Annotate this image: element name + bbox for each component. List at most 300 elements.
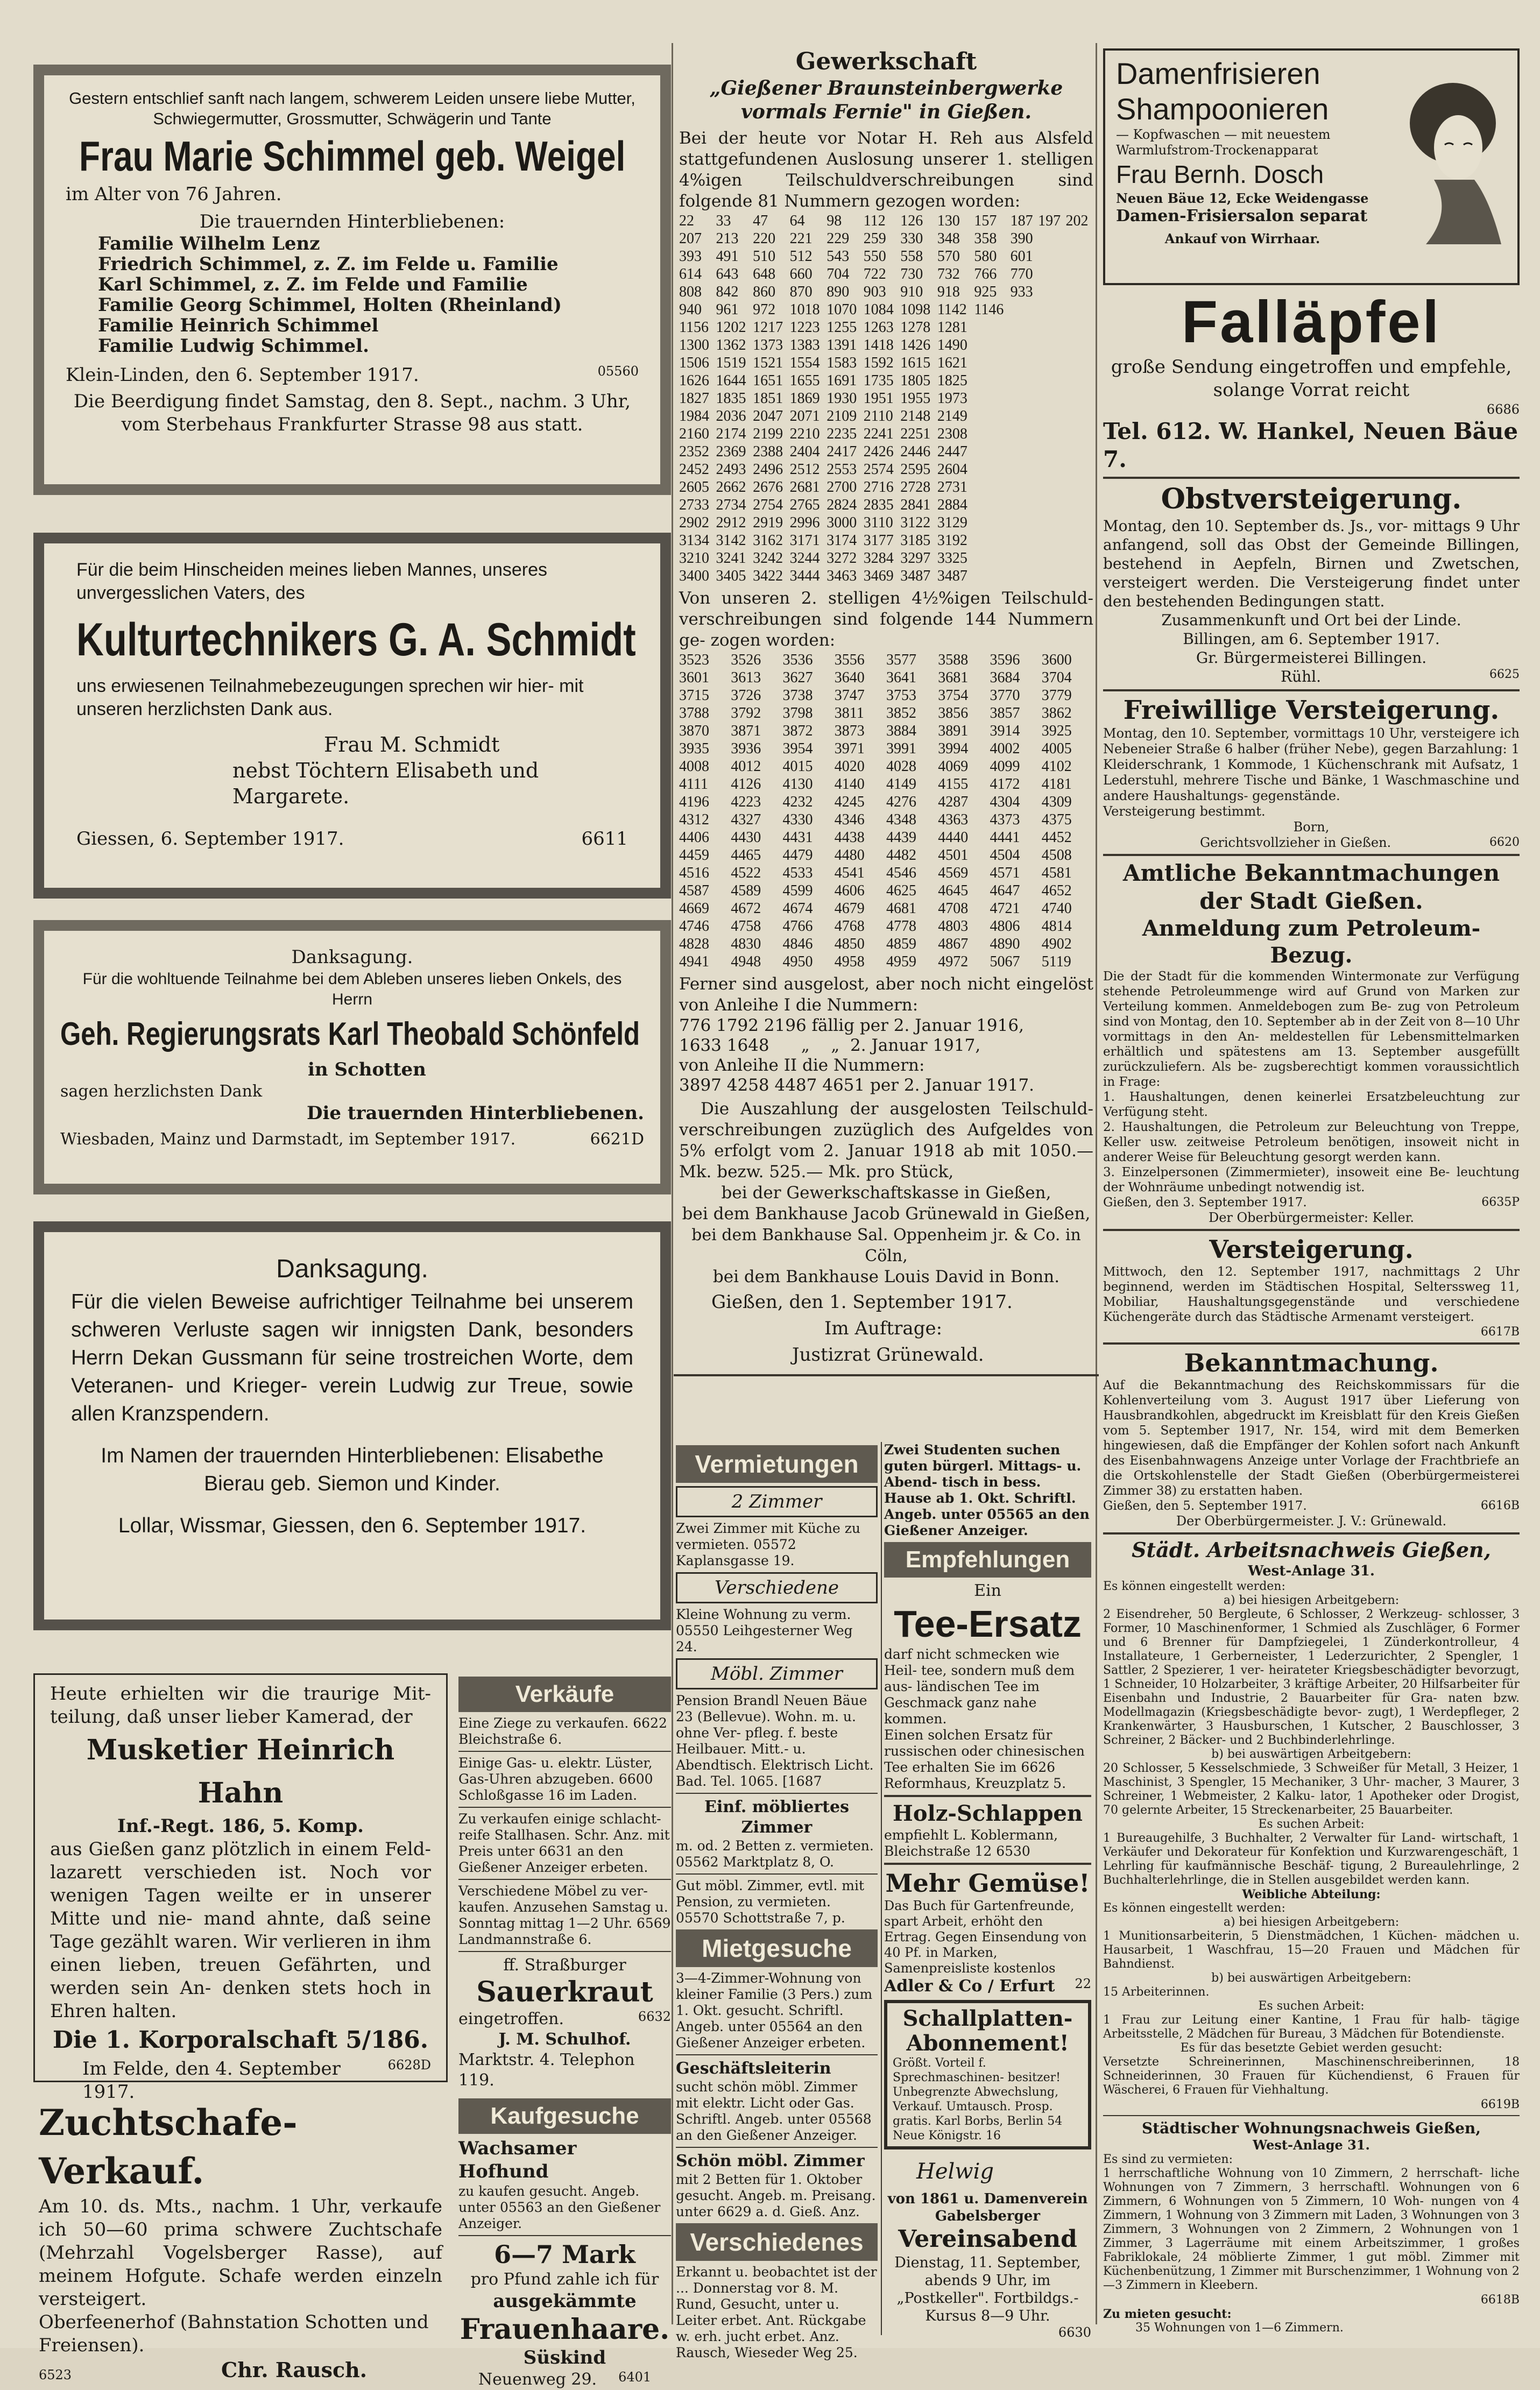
lottery-number: 4406	[679, 829, 709, 846]
lottery-number: 3872	[782, 723, 813, 739]
number-row	[679, 900, 1093, 917]
thanks-intro: Für die wohltuende Teilnahme bei dem Ableben unseres lieben Onkels, des Herrn	[82, 970, 622, 1008]
lottery-number: 1521	[753, 355, 783, 371]
lottery-number: 3601	[679, 669, 709, 686]
thanks-body: Für die vielen Beweise aufrichtiger Teilnahme bei unserem schweren Verluste sagen wir innigsten Dank, besonders Herrn Dekan Gussmann für seine trostreichen Worte, dem Veteranen- und Krieger- verein Ludwig zur Treue, sowie allen Kranzspendern.	[71, 1290, 633, 1425]
number-row	[679, 704, 1093, 722]
lottery-number: 732	[937, 266, 960, 282]
lottery-number: 3272	[826, 550, 857, 567]
lottery-number: 510	[753, 248, 776, 265]
fallaepfel-body: große Sendung eingetroffen und empfehle, solange Vorrat reicht	[1111, 356, 1512, 401]
lottery-number: 4669	[679, 900, 709, 917]
obituary-age: im Alter von 76 Jahren.	[66, 183, 282, 205]
divider	[884, 1863, 1091, 1865]
location: in Schotten	[308, 1059, 426, 1080]
lottery-number: 2835	[863, 497, 894, 513]
lottery-number: 1281	[937, 319, 967, 336]
mourner-family: Karl Schimmel, z. Z. im Felde und Familie	[98, 274, 528, 295]
obituary-name: Frau Marie Schimmel geb. Weigel	[79, 132, 626, 180]
bank-line: bei dem Bankhause Louis David in Bonn.	[712, 1267, 1060, 1286]
obst-title: Obstversteigerung.	[1161, 483, 1462, 515]
frei-body: Montag, den 10. September, vormittags 10 Uhr, versteigere ich Nebeneier Straße 6 halber (früher Nebe), gegen Barzahlung: 1 Kleiderschrank, 1 Kommode, 1 Küchenschrank mit Aufsatz, 1 Lederstuhl, mehrere Tische und Bänke, 1 Waschmaschine und andere Haushaltungs- gegenstände.	[1103, 726, 1520, 803]
lottery-number: 4330	[782, 811, 813, 828]
classified-title: Schön möbl. Zimmer	[676, 2152, 865, 2170]
lottery-number: 2369	[716, 443, 746, 460]
arbeit-sub: a) bei hiesigen Arbeitgebern:	[1223, 1594, 1400, 1607]
section-header: Mietgesuche	[676, 1929, 878, 1967]
lottery-number: 2765	[789, 497, 820, 513]
divider	[458, 1879, 671, 1880]
frei-title: Freiwillige Versteigerung.	[1123, 695, 1500, 725]
obituary-hahn	[33, 1673, 448, 2103]
lottery-number: 2447	[937, 443, 967, 460]
lottery-number: 648	[753, 266, 776, 282]
lottery-number: 1098	[900, 301, 931, 318]
number-row	[679, 407, 1093, 425]
frei-signer: Born,	[1293, 819, 1330, 835]
lottery-number: 1592	[863, 355, 894, 371]
number-row	[679, 829, 1093, 846]
classified-title: Einf. möbliertes Zimmer	[704, 1798, 850, 1837]
arbeit-sub: b) bei auswärtigen Arbeitgebern:	[1211, 1971, 1411, 1985]
lottery-number: 197	[1038, 213, 1061, 229]
lottery-number: 704	[826, 266, 850, 282]
lottery-number: 3556	[834, 652, 865, 668]
lottery-number: 4439	[886, 829, 916, 846]
lottery-number: 4645	[938, 882, 969, 899]
lottery-number: 3779	[1041, 687, 1072, 704]
lottery-number: 3754	[938, 687, 969, 704]
ad-code: 6401	[618, 2370, 652, 2385]
gemuese-body: Das Buch für Gartenfreunde, spart Arbeit, erhöht den Ertrag. Gegen Einsendung von 40 Pf. in Marken, Samenpreisliste kostenlos	[884, 1898, 1087, 1976]
lottery-number: 2595	[900, 461, 931, 478]
lottery-number: 4015	[782, 758, 813, 775]
lottery-number: 4140	[834, 776, 865, 793]
ad-salon: Damen-Frisiersalon separat	[1116, 207, 1368, 225]
lottery-number: 4814	[1041, 918, 1072, 935]
lottery-number: 3210	[679, 550, 709, 567]
lottery-number: 2728	[900, 479, 931, 496]
lottery-number: 47	[753, 213, 768, 229]
lottery-number: 2512	[789, 461, 820, 478]
gemuese-row	[884, 1976, 1091, 1997]
lottery-number: 860	[753, 284, 776, 300]
company-name: „Gießener Braunsteinbergwerke vormals Fernie" in Gießen.	[709, 77, 1063, 123]
lottery-number: 3613	[731, 669, 761, 686]
lottery-number: 4196	[679, 794, 709, 810]
lottery-number: 1142	[937, 301, 967, 318]
lottery-number: 2426	[863, 443, 894, 460]
lottery-number: 4950	[782, 953, 813, 970]
lottery-number: 1391	[826, 337, 857, 353]
number-row	[679, 775, 1093, 793]
lottery-number: 3770	[990, 687, 1020, 704]
lottery-number: 1084	[863, 301, 894, 318]
lottery-number: 4758	[731, 918, 761, 935]
classified-item: Zwei Zimmer mit Küche zu vermieten. 05572 Kaplansgasse 19.	[676, 1521, 861, 1568]
sub-header: Verschiedene	[676, 1572, 878, 1603]
tee-body-2: Einen solchen Ersatz für russischen oder chinesischen Tee erhalten Sie im 6626 Reformhaus, Kreuzplatz 5.	[884, 1727, 1085, 1791]
schall-body: Größt. Vorteil f. Sprechmaschinen- besitzer! Unbegrenzte Abwechslung, Verkauf. Umtausch. Prosp. gratis. Karl Borbs, Berlin 54 Neue Königstr. 16	[893, 2056, 1063, 2142]
lottery-number: 925	[974, 284, 997, 300]
lottery-number: 4902	[1041, 936, 1072, 952]
lottery-number: 2388	[753, 443, 783, 460]
thanks-text: uns erwiesenen Teilnahmebezeugungen sprechen wir hier- mit unseren herzlichsten Dank aus.	[76, 676, 584, 719]
thanks-name: Kulturtechnikers G. A. Schmidt	[76, 614, 636, 666]
lottery-number: 3935	[679, 740, 709, 757]
number-row	[679, 758, 1093, 775]
number-row	[679, 846, 1093, 864]
divider	[674, 1374, 1099, 1376]
lottery-number: 3971	[834, 740, 865, 757]
obituary-schimmel	[33, 65, 671, 495]
amtliche-sub: Anmeldung zum Petroleum-Bezug.	[1142, 916, 1481, 968]
lottery-number: 64	[789, 213, 805, 229]
lottery-number: 2574	[863, 461, 894, 478]
lottery-number: 4438	[834, 829, 865, 846]
lottery-number: 4155	[938, 776, 969, 793]
lottery-number: 580	[974, 248, 997, 265]
verein-name: Vereinsabend	[898, 2225, 1077, 2253]
lottery-number: 4846	[782, 936, 813, 952]
number-row	[679, 549, 1093, 567]
number-row	[679, 864, 1093, 882]
woman-portrait-icon	[1394, 72, 1507, 250]
lottery-number: 1263	[863, 319, 894, 336]
divider	[458, 1807, 671, 1808]
lottery-number: 2731	[937, 479, 967, 496]
ad-code: 6620	[1489, 836, 1520, 849]
lottery-number: 4652	[1041, 882, 1072, 899]
lottery-number: 2493	[716, 461, 746, 478]
lottery-number: 3852	[886, 705, 916, 722]
number-row	[679, 917, 1093, 935]
lottery-number: 4541	[834, 865, 865, 881]
lottery-number: 4346	[834, 811, 865, 828]
ad-zuchtschafe	[33, 2098, 448, 2382]
lottery-number: 1621	[937, 355, 967, 371]
divider	[1103, 2115, 1520, 2116]
lottery-number: 4766	[782, 918, 813, 935]
bekannt-row	[1103, 1498, 1520, 1514]
thanks-bierau	[33, 1221, 671, 1630]
mourner-family: Familie Heinrich Schimmel	[98, 315, 379, 336]
lottery-number: 4172	[990, 776, 1020, 793]
classified-item: Verschiedene Möbel zu ver- kaufen. Anzusehen Samstag u. Sonntag mittag 1—2 Uhr. 6569 Landmannstraße 6.	[458, 1883, 671, 1947]
divider	[458, 1951, 671, 1952]
lottery-number: 4569	[938, 865, 969, 881]
lottery-number: 2919	[753, 514, 783, 531]
lottery-number: 4504	[990, 847, 1020, 864]
number-row	[679, 265, 1093, 283]
lottery-number: 2417	[826, 443, 857, 460]
ad-line: — Kopfwaschen — mit neuestem Warmlufstrom-Trockenapparat	[1116, 127, 1331, 158]
column-rule	[672, 43, 673, 2324]
number-row	[679, 740, 1093, 758]
arbeit-anlage: West-Anlage 31.	[1248, 1563, 1375, 1579]
lottery-number: 1278	[900, 319, 931, 336]
lottery-number: 3171	[789, 532, 820, 549]
lottery-number: 3792	[731, 705, 761, 722]
lottery-number: 2110	[863, 408, 893, 425]
holz-body: empfiehlt L. Koblermann, Bleichstraße 12 6530	[884, 1827, 1058, 1859]
lottery-number: 213	[716, 230, 739, 247]
lottery-number: 259	[863, 230, 886, 247]
number-row	[679, 248, 1093, 265]
lottery-number: 4587	[679, 882, 709, 899]
ad-code: 6625	[1489, 668, 1520, 681]
ad-ankauf: Ankauf von Wirrhaar.	[1164, 231, 1320, 246]
lottery-number: 3600	[1041, 652, 1072, 668]
mourner-family: Familie Ludwig Schimmel.	[98, 335, 369, 357]
arbeit-text: 1 Bureaugehilfe, 3 Buchhalter, 2 Verwalter für Land- wirtschaft, 1 Verkäufer und Dekorateur für Konfektion und Kurzwarengeschäft, 1 Lehrling für kaufmännische Beschäf- tigung, 2 Bureaulehrlinge, 2 Buchhalterlehrlinge, die in Stellen ausgebildet werden kann.	[1103, 1832, 1520, 1887]
lottery-number: 4245	[834, 794, 865, 810]
lottery-number: 4480	[834, 847, 865, 864]
numbers-table-1	[679, 212, 1093, 585]
lottery-number: 3325	[937, 550, 967, 567]
notice-header: Gewerkschaft	[795, 48, 977, 75]
lottery-number: 4740	[1041, 900, 1072, 917]
ad-code: 6617B	[1480, 1325, 1520, 1339]
lottery-number: 4828	[679, 936, 709, 952]
lottery-number: 3753	[886, 687, 916, 704]
lottery-number: 2241	[863, 426, 894, 442]
number-row	[679, 722, 1093, 740]
lottery-number: 643	[716, 266, 739, 282]
lottery-number: 4028	[886, 758, 916, 775]
lottery-number: 4830	[731, 936, 761, 952]
number-row	[679, 651, 1093, 669]
lottery-number: 4459	[679, 847, 709, 864]
section-header: Vermietungen	[676, 1445, 878, 1483]
number-row	[679, 354, 1093, 372]
lottery-number: 4431	[782, 829, 813, 846]
gemuese-title: Mehr Gemüse!	[885, 1869, 1090, 1898]
lottery-number: 3469	[863, 568, 894, 584]
lottery-number: 3641	[886, 669, 916, 686]
lottery-number: 1362	[716, 337, 746, 353]
lottery-number: 4674	[782, 900, 813, 917]
lottery-number: 1691	[826, 372, 857, 389]
wohnung-search: Zu mieten gesucht:	[1103, 2307, 1232, 2321]
lottery-number: 1554	[789, 355, 820, 371]
lottery-number: 3862	[1041, 705, 1072, 722]
wohnung-title: Städtischer Wohnungsnachweis Gießen,	[1141, 2119, 1481, 2137]
ad-code: 6618B	[1480, 2293, 1520, 2307]
ad-name: Frau Bernh. Dosch	[1116, 160, 1324, 188]
wohnung-anlage: West-Anlage 31.	[1253, 2137, 1370, 2153]
lottery-number: 1805	[900, 372, 931, 389]
divider	[676, 1793, 878, 1794]
thanks-schmidt	[33, 533, 671, 899]
lottery-number: 2734	[716, 497, 746, 513]
signer-row	[39, 2357, 442, 2383]
obst-meet: Zusammenkunft und Ort bei der Linde.	[1161, 611, 1461, 629]
lottery-number: 2662	[716, 479, 746, 496]
lottery-number: 1519	[716, 355, 746, 371]
payout-text: Die Auszahlung der ausgelosten Teilschuld- verschreibungen zuzüglich des Aufgeldes von 5% erfolgt vom 2. Januar 1918 ab mit 1050.— Mk. bezw. 525.— Mk. pro Stück,	[679, 1099, 1093, 1182]
lottery-number: 2149	[937, 408, 967, 425]
lottery-number: 390	[1010, 230, 1033, 247]
handwritten-sig: Helwig	[916, 2159, 994, 2184]
lottery-number: 2071	[789, 408, 820, 425]
frei-signer-title: Gerichtsvollzieher in Gießen.	[1200, 835, 1391, 850]
lottery-number: 2996	[789, 514, 820, 531]
lottery-number: 3798	[782, 705, 813, 722]
place-date-row	[60, 1129, 644, 1150]
lottery-number: 1735	[863, 372, 894, 389]
classified-item: zu kaufen gesucht. Angeb. unter 05563 an den Gießener Anzeiger.	[458, 2183, 661, 2231]
lottery-number: 570	[937, 248, 960, 265]
ad-code: 6630	[1058, 2325, 1091, 2340]
lottery-number: 4008	[679, 758, 709, 775]
amtliche-date: Gießen, den 3. September 1917.	[1103, 1196, 1307, 1210]
place-date: Klein-Linden, den 6. September 1917.	[66, 364, 419, 386]
lottery-number: 1202	[716, 319, 746, 336]
lottery-number: 4452	[1041, 829, 1072, 846]
lottery-number: 3400	[679, 568, 709, 584]
lottery-number: 2605	[679, 479, 709, 496]
lottery-number: 491	[716, 248, 739, 265]
notice-intro: Bei der heute vor Notar H. Reh aus Alsfeld stattgefundenen Auslosung unserer 1. stelligen 4%igen Teilschuldverschreibungen sind folgende 81 Nummern gezogen worden:	[679, 129, 1093, 211]
lottery-number: 4099	[990, 758, 1020, 775]
lottery-number: 2174	[716, 426, 746, 442]
obst-signer: Gr. Bürgermeisterei Billingen.	[1196, 649, 1427, 667]
lottery-number: 1626	[679, 372, 709, 389]
number-row	[679, 319, 1093, 336]
lottery-number: 130	[937, 213, 960, 229]
lottery-number: 4571	[990, 865, 1020, 881]
lottery-number: 3991	[886, 740, 916, 757]
lottery-number: 1490	[937, 337, 967, 353]
number-row	[679, 461, 1093, 478]
signer-family: nebst Töchtern Elisabeth und Margarete.	[232, 759, 539, 808]
ad-code: 6686	[1486, 402, 1520, 417]
lottery-number: 4149	[886, 776, 916, 793]
column-2	[674, 38, 1099, 2360]
verein-title: von 1861 u. Damenverein Gabelsberger	[887, 2191, 1088, 2224]
lottery-number: 3405	[716, 568, 746, 584]
number-row	[679, 443, 1093, 461]
lottery-number: 4309	[1041, 794, 1072, 810]
price: 6—7 Mark	[494, 2240, 635, 2269]
lottery-number: 4625	[886, 882, 916, 899]
place-date: Im Felde, den 4. September 1917.	[82, 2058, 341, 2103]
lottery-number: 918	[937, 284, 960, 300]
notice-gewerkschaft	[674, 47, 1099, 1367]
lottery-number: 2496	[753, 461, 783, 478]
obst-signer-2: Rühl.	[1281, 668, 1322, 685]
number-row	[679, 390, 1093, 407]
lottery-number: 3891	[938, 723, 969, 739]
verst2-title: Versteigerung.	[1209, 1235, 1414, 1264]
thanks-closing: Im Namen der trauernden Hinterbliebenen: Elisabethe Bierau geb. Siemon und Kinder.	[101, 1444, 604, 1495]
arbeit-text: 1 Munitionsarbeiterin, 5 Dienstmädchen, 1 Küchen- mädchen u. Hausarbeit, 1 Waschfrau, 15—20 Frauen und Mädchen für Bahndienst.	[1103, 1929, 1520, 1971]
number-row	[679, 882, 1093, 900]
number-row	[679, 372, 1093, 390]
by-order: Im Auftrage:	[824, 1318, 943, 1339]
lottery-number: 5067	[990, 953, 1020, 970]
signer: Chr. Rausch.	[221, 2358, 367, 2382]
bank-line: bei dem Bankhause Sal. Oppenheim jr. & Co. in Cöln,	[691, 1226, 1081, 1265]
arbeit-intro: Es können eingestellt werden:	[1103, 1901, 1285, 1915]
lottery-number: 2446	[900, 443, 931, 460]
unredeemed-line: 776 1792 2196 fällig per 2. Januar 1916,	[679, 1016, 1024, 1035]
place-date: Giessen, 6. September 1917.	[76, 828, 344, 850]
lottery-number: 4441	[990, 829, 1020, 846]
lottery-number: 4959	[886, 953, 916, 970]
number-row	[679, 283, 1093, 301]
lottery-number: 3925	[1041, 723, 1072, 739]
arbeit-title: Städt. Arbeitsnachweis Gießen,	[1132, 1538, 1491, 1562]
ad-place: Oberfeenerhof (Bahnstation Schotten und Freiensen).	[39, 2311, 429, 2356]
notice-mid: Von unseren 2. stelligen 4½%igen Teilschuld- verschreibungen sind folgende 144 Nummern ge- zogen worden:	[679, 589, 1093, 650]
divider	[1103, 854, 1520, 856]
ad-code: 22	[1075, 1976, 1091, 1991]
lottery-number: 4508	[1041, 847, 1072, 864]
lottery-number: 3747	[834, 687, 865, 704]
number-row	[679, 669, 1093, 687]
arbeit-sub: Es suchen Arbeit:	[1258, 1818, 1365, 1831]
divider	[676, 2147, 878, 2148]
lottery-number: 940	[679, 301, 702, 318]
lottery-number: 2160	[679, 426, 709, 442]
lottery-number: 2148	[900, 408, 931, 425]
lottery-number: 4850	[834, 936, 865, 952]
classified-item: Eine Ziege zu verkaufen. 6622 Bleichstraße 6.	[458, 1715, 667, 1747]
unredeemed-line: 1633 1648 „ „ 2. Januar 1917,	[679, 1036, 981, 1055]
lottery-number: 4373	[990, 811, 1020, 828]
number-row	[679, 230, 1093, 248]
lottery-number: 4599	[782, 882, 813, 899]
lottery-number: 3174	[826, 532, 857, 549]
signer: Frau M. Schmidt	[324, 733, 500, 756]
section-header: Verkäufe	[458, 1677, 671, 1712]
thanks-text: sagen herzlichsten Dank	[60, 1082, 263, 1101]
tee-ein: Ein	[974, 1581, 1001, 1600]
lottery-number: 4276	[886, 794, 916, 810]
lottery-number: 3914	[990, 723, 1020, 739]
divider	[1103, 1229, 1520, 1231]
number-row	[679, 301, 1093, 319]
mourner-list	[66, 234, 639, 356]
lottery-number: 4348	[886, 811, 916, 828]
lottery-number: 3192	[937, 532, 967, 549]
ad-line: Damenfrisieren	[1116, 56, 1320, 90]
classifieds-right	[881, 1442, 1093, 2340]
lottery-number: 2553	[826, 461, 857, 478]
lottery-number: 2199	[753, 426, 783, 442]
lottery-number: 961	[716, 301, 739, 318]
obituary-intro: Heute erhielten wir die traurige Mit- teilung, daß unser lieber Kamerad, der	[50, 1683, 431, 1728]
classified-item: 3—4-Zimmer-Wohnung von kleiner Familie (3 Pers.) zum 1. Okt. gesucht. Schriftl. Angeb. unter 05564 an den Gießener Anzeiger erbeten.	[676, 1970, 873, 2050]
lottery-number: 1255	[826, 319, 857, 336]
notice-date: Gießen, den 1. September 1917.	[711, 1291, 1013, 1313]
lottery-number: 1930	[826, 390, 857, 407]
thanks-title: Danksagung.	[276, 1255, 428, 1283]
lottery-number: 4890	[990, 936, 1020, 952]
lottery-number: 2676	[753, 479, 783, 496]
place-date-row	[50, 2057, 431, 2104]
lottery-number: 3994	[938, 740, 969, 757]
lottery-number: 3704	[1041, 669, 1072, 686]
lottery-number: 3129	[937, 514, 967, 531]
lottery-number: 1070	[826, 301, 857, 318]
lottery-number: 4430	[731, 829, 761, 846]
lottery-number: 4312	[679, 811, 709, 828]
lottery-number: 3596	[990, 652, 1020, 668]
lottery-number: 4803	[938, 918, 969, 935]
